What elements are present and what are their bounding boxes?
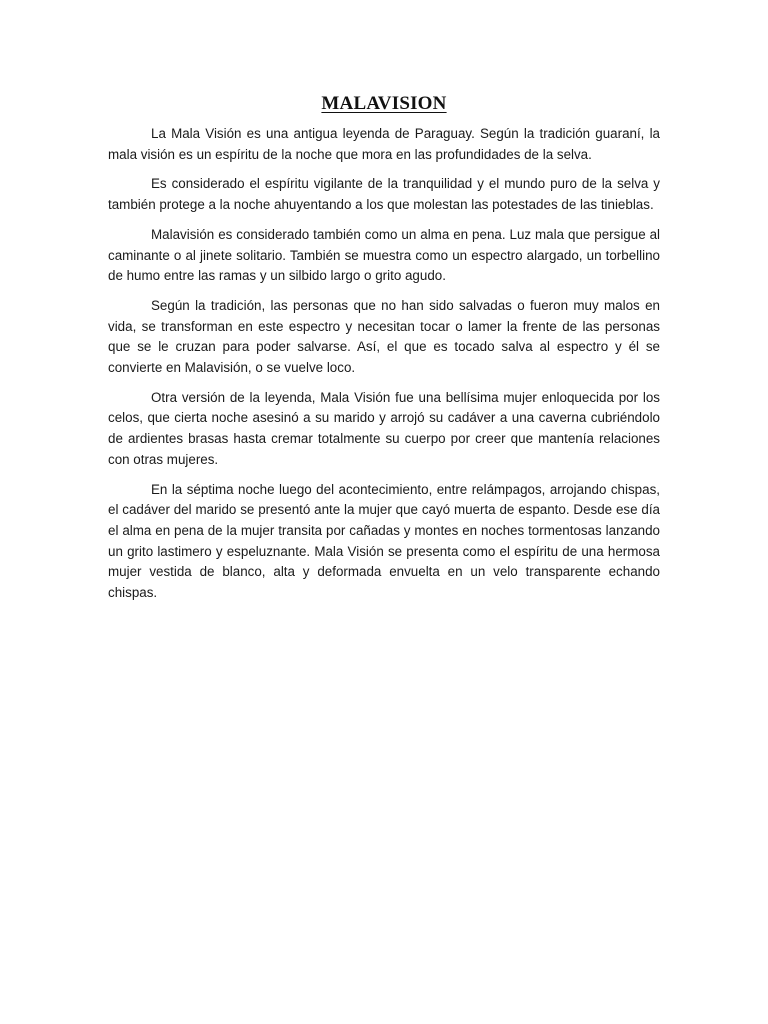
paragraph-3: Malavisión es considerado también como un alma en pena. Luz mala que persigue al caminante o al jinete solitario. También se muestra como un espectro alargado, un torbellino de humo entre las ramas y un silbido largo o grito agudo. [108,226,660,284]
paragraph-4: Según la tradición, las personas que no han sido salvadas o fueron muy malos en vida, se transforman en este espectro y necesitan tocar o lamer la frente de las personas que se le cruzan para poder salvarse. Así, el que es tocado salva al espectro y él se convierte en Malavisión, o se vuelve loco. [108,297,660,376]
paragraph-1: La Mala Visión es una antigua leyenda de Paraguay. Según la tradición guaraní, la mala visión es un espíritu de la noche que mora en las profundidades de la selva. [108,126,660,162]
paragraph-5: Otra versión de la leyenda, Mala Visión fue una bellísima mujer enloquecida por los celos, que cierta noche asesinó a su marido y arrojó su cadáver a una caverna cubriéndolo de ardientes brasas hasta cremar totalmente su cuerpo por creer que mantenía relaciones con otras mujeres. [108,389,660,467]
paragraph-2: Es considerado el espíritu vigilante de la tranquilidad y el mundo puro de la selva y también protege a la noche ahuyentando a los que molestan las potestades de las tinieblas. [108,176,660,213]
document-title: MALAVISION [321,93,447,114]
paragraph-6: En la séptima noche luego del acontecimiento, entre relámpagos, arrojando chispas, el cadáver del marido se presentó ante la mujer que cayó muerta de espanto. Desde ese día el alma en pena de la mujer transita por cañadas y montes en noches tormentosas lanzando un grito lastimero y espeluznante. Mala Visión se presenta como el espíritu de una hermosa mujer vestida de blanco, alta y deformada envuelta en un velo transparente echando chispas. [108,481,660,601]
